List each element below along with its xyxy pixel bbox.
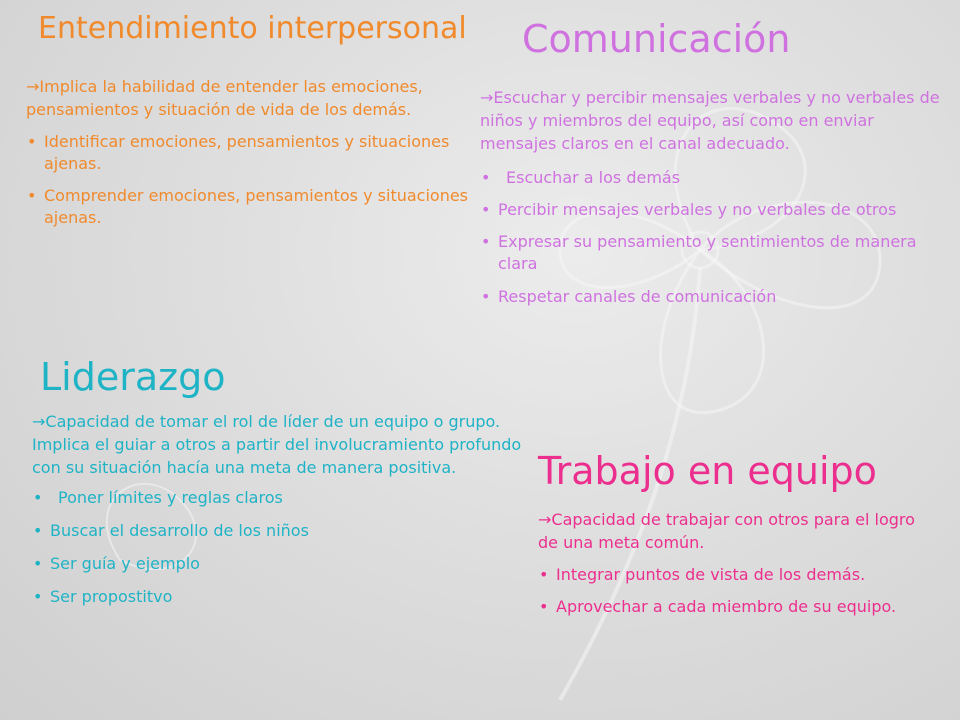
list-item: • Ser guía y ejemplo (32, 553, 532, 575)
bullet-list (26, 131, 476, 229)
bullet-list (480, 167, 940, 307)
section-title: Comunicación (522, 17, 791, 61)
section-title: Trabajo en equipo (538, 449, 877, 493)
section-liderazgo (32, 356, 532, 620)
bullet-list (32, 487, 532, 608)
section-trabajo-en-equipo (538, 450, 938, 628)
section-intro-text: Capacidad de trabajar con otros para el logro de una meta común. (538, 509, 915, 552)
list-item: • Escuchar a los demás (480, 167, 940, 189)
section-intro (32, 410, 532, 480)
section-comunicacion (480, 18, 940, 318)
right-arrow-icon: → (538, 509, 552, 529)
section-intro (538, 508, 938, 554)
section-intro (480, 86, 940, 156)
right-arrow-icon: → (26, 76, 40, 96)
list-item: • Buscar el desarrollo de los niños (32, 520, 532, 542)
right-arrow-icon: → (32, 411, 46, 431)
section-intro-text: Escuchar y percibir mensajes verbales y no verbales de niños y miembros del equipo, así como en enviar mensajes claros en el canal adecuado. (480, 87, 940, 154)
bullet-list (538, 564, 938, 618)
list-item: • Integrar puntos de vista de los demás. (538, 564, 938, 586)
section-title: Liderazgo (40, 355, 226, 399)
right-arrow-icon: → (480, 87, 494, 107)
section-entendimiento-interpersonal (26, 12, 476, 239)
section-intro (26, 75, 466, 121)
section-title: Entendimiento interpersonal (38, 11, 467, 46)
list-item: • Identificar emociones, pensamientos y situaciones ajenas. (26, 131, 476, 175)
list-item: • Ser propostitvo (32, 586, 532, 608)
list-item: • Comprender emociones, pensamientos y situaciones ajenas. (26, 185, 476, 229)
list-item: • Aprovechar a cada miembro de su equipo. (538, 596, 938, 618)
list-item: • Percibir mensajes verbales y no verbales de otros (480, 199, 940, 221)
list-item: • Poner límites y reglas claros (32, 487, 532, 509)
section-intro-text: Implica la habilidad de entender las emociones, pensamientos y situación de vida de los demás. (26, 76, 423, 119)
list-item: • Expresar su pensamiento y sentimientos de manera clara (480, 231, 940, 275)
list-item: • Respetar canales de comunicación (480, 286, 940, 308)
section-intro-text: Capacidad de tomar el rol de líder de un equipo o grupo. Implica el guiar a otros a partir del involucramiento profundo con su situación hacía una meta de manera positiva. (32, 411, 522, 478)
